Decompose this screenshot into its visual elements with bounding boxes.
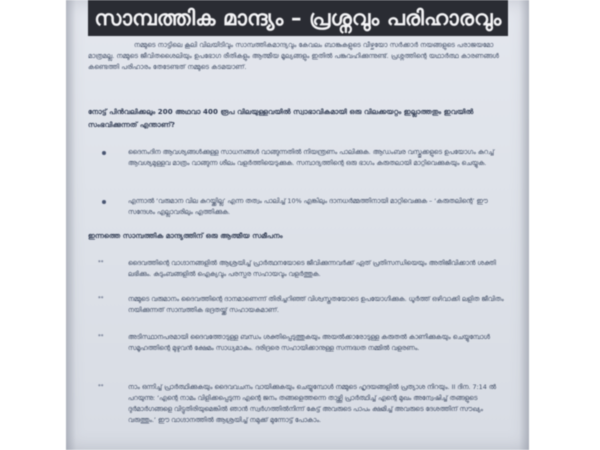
numbered-item-text: നമ്മുടെ വരുമാനം ദൈവത്തിന്റെ ദാനമാണെന്ന് തിരിച്ചറിഞ്ഞ് വിശ്വസ്തതയോടെ ഉപയോഗിക്കുക. ധൂർത്ത് ഒഴിവാക്കി ലളിത ജീവിതം നയിക്കുന്നത് സാമ്പത്തിക ഭദ്രതയ്ക്ക് സഹായകമാണ്. <box>128 295 504 314</box>
bullet-dot-icon <box>102 200 106 204</box>
sheet-left-shadow <box>66 0 76 450</box>
bullet-text: ദൈനംദിന ആവശ്യങ്ങൾക്കുള്ള സാധനങ്ങൾ വാങ്ങുന്നതിൽ നിയന്ത്രണം പാലിക്കുക. ആഡംബര വസ്തുക്കളുടെ ഉപയോഗം കുറച്ച് ആവശ്യമുള്ളവ മാത്രം വാങ്ങുന്ന ശീലം വളർത്തിയെടുക്കുക. സമ്പാദ്യത്തിന്റെ ഒരു ഭാഗം കരുതലായി മാറ്റിവെക്കുകയും ചെയ്യുക. <box>128 148 495 167</box>
numbered-item-text: ദൈവത്തിന്റെ വാഗ്ദാനങ്ങളിൽ ആശ്രയിച്ച് പ്രാർത്ഥനയോടെ ജീവിക്കുന്നവർക്ക് ഏത് പ്രതിസന്ധിയെയും അതിജീവിക്കാൻ ശക്തി ലഭിക്കും. കുടുംബങ്ങളിൽ ഐക്യവും പരസ്പര സഹായവും വളർത്തുക. <box>128 259 496 278</box>
question-heading-2: ഇന്നത്തെ സാമ്പത്തിക മാന്ദ്യത്തിന് ഒരു ആത്മീയ സമീപനം <box>88 232 283 240</box>
numbered-item-text: നാം ഒന്നിച്ച് പ്രാർത്ഥിക്കുകയും ദൈവവചനം വായിക്കുകയും ചെയ്യുമ്പോൾ നമ്മുടെ ഹൃദയങ്ങളിൽ പ്രത്യാശ നിറയും. II ദിന. 7:14 ൽ പറയുന്നു: ‘എന്റെ നാമം വിളിക്കപ്പെടുന്ന എന്റെ ജനം തങ്ങളെത്തന്നെ താഴ്ത്തി പ്രാർത്ഥിച്ച് എന്റെ മുഖം അന്വേഷിച്ച് തങ്ങളുടെ ദുർമാർഗങ്ങളെ വിട്ടുതിരിയുമെങ്കിൽ ഞാൻ സ്വർഗത്തിൽനിന്ന് കേട്ട് അവരുടെ പാപം ക്ഷമിച്ച് അവരുടെ ദേശത്തിന് സൗഖ്യം വരുത്തും.’ ഈ വാഗ്ദാനത്തിൽ ആശ്രയിച്ച് നമുക്ക് മുന്നോട്ട് പോകാം. <box>128 383 496 424</box>
numbered-item <box>88 332 508 370</box>
notice-title: സാമ്പത്തിക മാന്ദ്യം – പ്രശ്നവും പരിഹാരവും <box>94 5 502 30</box>
item-marker: ** <box>98 384 104 390</box>
numbered-item <box>88 258 508 284</box>
printed-notice-sheet <box>66 0 529 450</box>
bullet-text: എന്നാൽ ‘വരുമാന വില കുറയ്ക്കില്ല’ എന്ന തത്വം പാലിച്ച് 10% എങ്കിലും ദാനധർമ്മത്തിനായി മാറ്റിവെക്കുക – ‘കരുതലിന്റെ’ ഈ സന്ദേശം എല്ലാവരിലും എത്തിക്കുക. <box>128 197 488 216</box>
item-marker: ** <box>98 260 104 266</box>
numbered-item <box>88 382 508 450</box>
item-marker: ** <box>98 296 104 302</box>
question-heading-1: നോട്ട് പിൻവലിക്കലും 200 അഥവാ 400 രൂപ വിലയുള്ളവയിൽ സ്വാഭാവികമായി ഒരു വിലക്കയറ്റം ഇല്ലാത്തതും ഇവയിൽ സംഭവിക്കുന്നത് എന്താണ്? <box>88 108 474 129</box>
bullet-dot-icon <box>102 151 106 155</box>
title-banner <box>88 0 508 36</box>
numbered-item-text: അടിസ്ഥാനപരമായി ദൈവത്തോടുള്ള ബന്ധം ശക്തിപ്പെടുത്തുകയും അയൽക്കാരോടുള്ള കരുതൽ കാണിക്കുകയും ചെയ്യുമ്പോൾ സമൂഹത്തിന്റെ മുഴുവൻ ക്ഷേമം സാധ്യമാകും. ദരിദ്രരെ സഹായിക്കാനുള്ള സന്നദ്ധത നമ്മിൽ വളരണം. <box>128 333 490 352</box>
sheet-right-shadow <box>519 0 529 450</box>
bullet-item <box>88 147 508 191</box>
bullet-item <box>88 196 508 222</box>
numbered-item <box>88 294 508 320</box>
intro-paragraph: നമ്മുടെ നാട്ടിലെ കൂലി വിലയിടിവും സാമ്പത്തികമാന്ദ്യവും കേവലം ബാങ്കുകളുടെ വീഴ്ചയോ സർക്കാർ നയങ്ങളുടെ പരാജയമോ മാത്രമല്ല. നമ്മുടെ ജീവിതശൈലിയും ഉപഭോഗ രീതികളും ആത്മീയ മൂല്യങ്ങളും ഇതിൽ പങ്കുവഹിക്കുന്നുണ്ട്. പ്രശ്നത്തിന്റെ യഥാർത്ഥ കാരണങ്ങൾ കണ്ടെത്തി പരിഹാരം തേടേണ്ടത് നമ്മുടെ കടമയാണ്. <box>88 41 499 71</box>
item-marker: ** <box>98 334 104 340</box>
